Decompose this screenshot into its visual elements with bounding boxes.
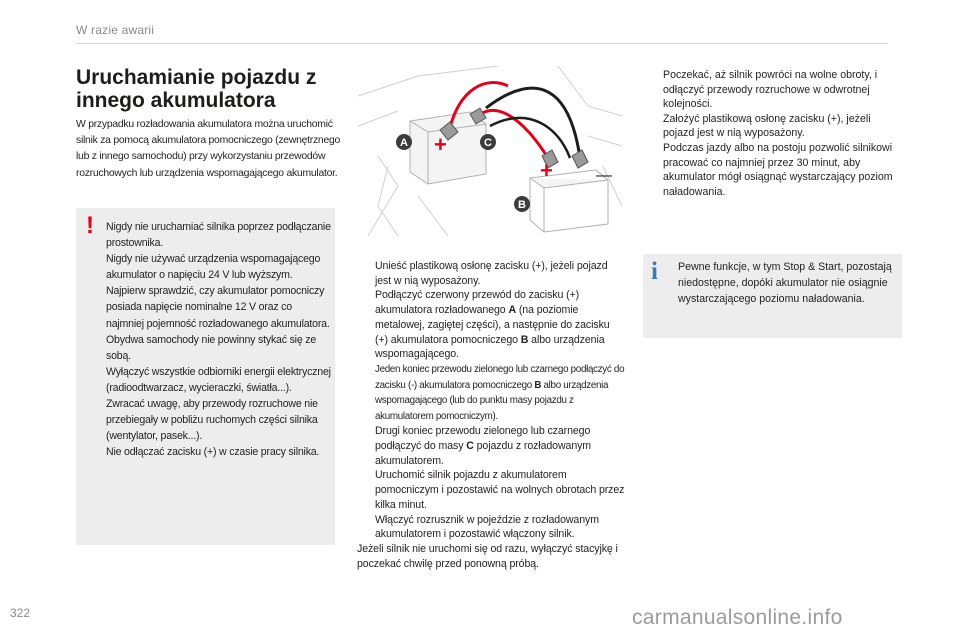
- step-item: Drugi koniec przewodu zielonego lub czarnego podłączyć do masy C pojazdu z rozładowanym akumulatorem.: [375, 425, 592, 467]
- warning-line: Obydwa samochody nie powinny stykać się ze sobą.: [106, 333, 317, 362]
- label-c: C: [484, 137, 492, 149]
- warning-line: Nie odłączać zacisku (+) w czasie pracy silnika.: [106, 446, 320, 459]
- warning-text: [106, 219, 331, 460]
- page-title: Uruchamianie pojazdu z innego akumulatora: [76, 66, 317, 112]
- warning-line: Nigdy nie używać urządzenia wspomagającego akumulator o napięciu 24 V lub wyższym.: [106, 253, 321, 282]
- header-divider: [76, 43, 888, 44]
- jump-start-illustration: [358, 66, 622, 244]
- plus-sign-a: +: [434, 132, 447, 157]
- plus-sign-b: +: [540, 158, 553, 183]
- step-item: Uruchomić silnik pojazdu z akumulatorem pomocniczym i pozostawić na wolnych obrotach przez kilka minut.: [375, 469, 625, 511]
- step-item: Unieść plastikową osłonę zacisku (+), jeżeli pojazd jest w nią wyposażony.: [375, 260, 608, 287]
- step-item: Podczas jazdy albo na postoju pozwolić silnikowi pracować co najmniej przez 30 minut, aby akumulator mógł osiągnąć wystarczający poziom naładowania.: [663, 141, 893, 198]
- minus-sign: —: [596, 167, 612, 184]
- step-item: Założyć plastikową osłonę zacisku (+), jeżeli pojazd jest w nią wyposażony.: [663, 112, 871, 140]
- label-b: B: [518, 199, 526, 211]
- step-item: Podłączyć czerwony przewód do zacisku (+) akumulatora rozładowanego A (na poziomie metalowej, zagiętej części), a następnie do zacisku (+) akumulatora pomocniczego B albo urządzenia wspomagającego.: [375, 289, 610, 361]
- warning-line: Wyłączyć wszystkie odbiorniki energii elektrycznej (radioodtwarzacz, wycieraczki, światła...).: [106, 365, 331, 394]
- intro-paragraph: W przypadku rozładowania akumulatora można uruchomić silnik za pomocą akumulatora pomocniczego (zewnętrznego lub z innego samochodu) przy wykorzystaniu przewodów rozruchowych lub urządzenia wspomagającego akumulator.: [76, 119, 341, 179]
- watermark: carmanualsonline.info: [632, 606, 843, 629]
- retry-note: Jeżeli silnik nie uruchomi się od razu, wyłączyć stacyjkę i poczekać chwilę przed ponowną próbą.: [357, 542, 618, 570]
- page-number: 322: [10, 606, 31, 620]
- warning-line: Zwracać uwagę, aby przewody rozruchowe nie przebiegały w pobliżu ruchomych części silnika (wentylator, pasek...).: [106, 398, 318, 443]
- procedure-steps: [357, 259, 625, 571]
- warning-line: Nigdy nie uruchamiać silnika poprzez podłączanie prostownika.: [106, 221, 331, 250]
- label-a: A: [400, 137, 408, 149]
- info-icon: i: [651, 258, 658, 285]
- section-header: W razie awarii: [76, 23, 155, 37]
- step-item: Jeden koniec przewodu zielonego lub czarnego podłączyć do zacisku (-) akumulatora pomocniczego B albo urządzenia wspomagającego (lub do punktu masy pojazdu z akumulatorem pomocniczym).: [375, 363, 625, 422]
- info-text: Pewne funkcje, w tym Stop & Start, pozostają niedostępne, dopóki akumulator nie osiągnie wystarczającego poziomu naładowania.: [678, 261, 892, 306]
- warning-line: Najpierw sprawdzić, czy akumulator pomocniczy posiada napięcie nominalne 12 V oraz co najmniej pojemność rozładowanego akumulatora.: [106, 285, 330, 330]
- exclamation-icon: !: [86, 212, 94, 239]
- step-item: Włączyć rozrusznik w pojeździe z rozładowanym akumulatorem i pozostawić włączony silnik.: [375, 513, 599, 541]
- after-start-steps: [645, 68, 897, 199]
- step-item: Poczekać, aż silnik powróci na wolne obroty, i odłączyć przewody rozruchowe w odwrotnej kolejności.: [663, 69, 878, 111]
